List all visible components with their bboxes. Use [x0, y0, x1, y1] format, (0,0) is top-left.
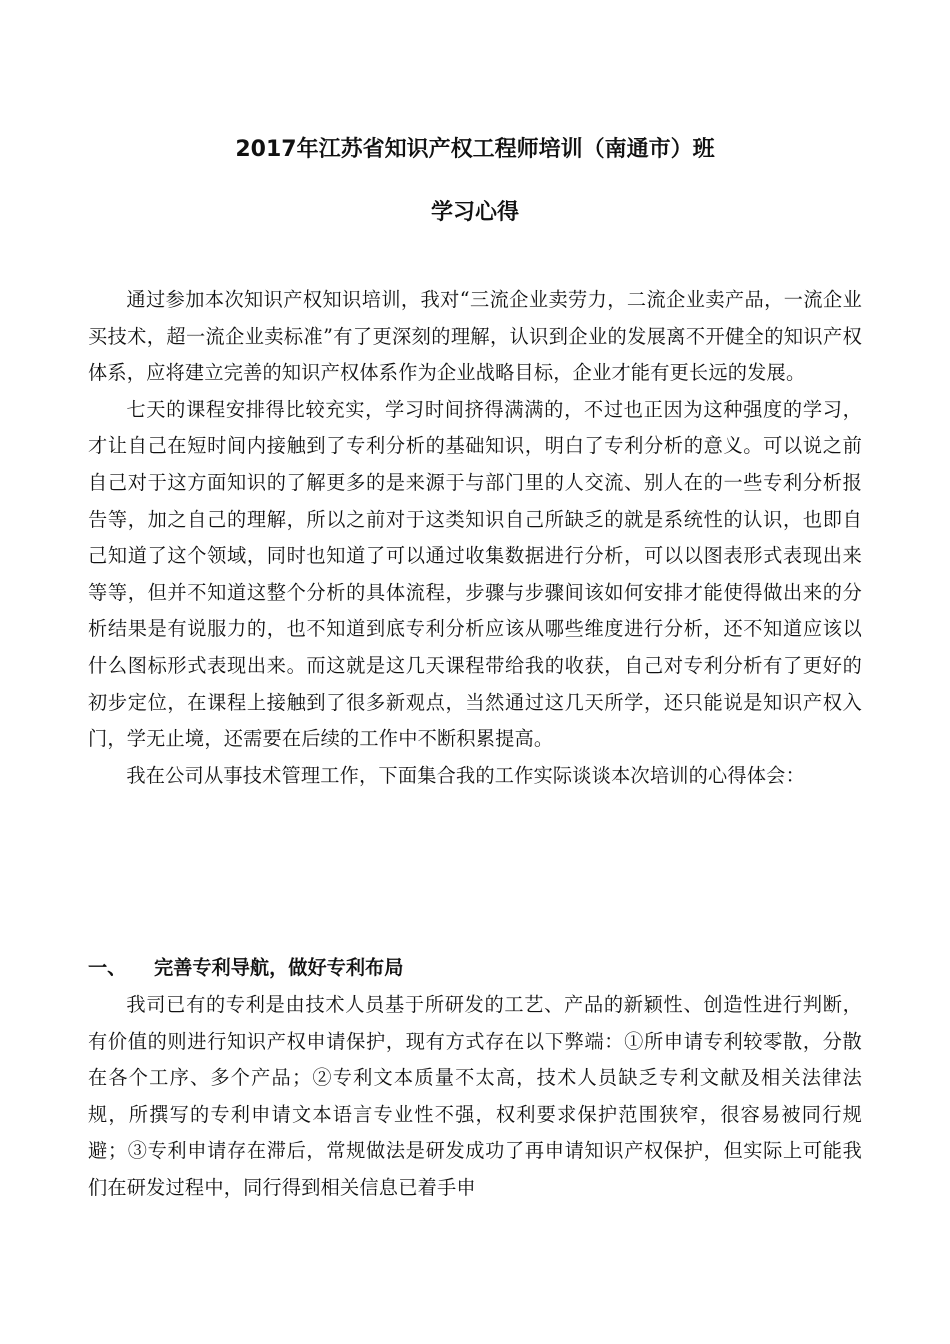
paragraph-1: 通过参加本次知识产权知识培训，我对“三流企业卖劳力，二流企业卖产品，一流企业买技术，超一流企业卖标准”有了更深刻的理解，认识到企业的发展离不开健全的知识产权体系，应将建立完善的知识产权体系作为企业战略目标，企业才能有更长远的发展。 [88, 288, 862, 385]
section-paragraph: 我司已有的专利是由技术人员基于所研发的工艺、产品的新颖性、创造性进行判断，有价值的则进行知识产权申请保护，现有方式存在以下弊端：①所申请专利较零散，分散在各个工序、多个产品；②专利文本质量不太高，技术人员缺乏专利文献及相关法律法规，所撰写的专利申请文本语言专业性不强，权利要求保护范围狭窄，很容易被同行规避；③专利申请存在滞后，常规做法是研发成功了再申请知识产权保护，但实际上可能我们在研发过程中，同行得到相关信息已着手申 [88, 993, 862, 1199]
section-heading-text: 完善专利导航，做好专利布局 [154, 956, 404, 979]
section-heading [88, 950, 862, 986]
section-number: 一、 [88, 956, 127, 979]
paragraph-2: 七天的课程安排得比较充实，学习时间挤得满满的，不过也正因为这种强度的学习，才让自己在短时间内接触到了专利分析的基础知识，明白了专利分析的意义。可以说之前自己对于这方面知识的了解更多的是来源于与部门里的人交流、别人在的一些专利分析报告等，加之自己的理解，所以之前对于这类知识自己所缺乏的就是系统性的认识，也即自己知道了这个领域，同时也知道了可以通过收集数据进行分析，可以以图表形式表现出来等等，但并不知道这整个分析的具体流程，步骤与步骤间该如何安排才能使得做出来的分析结果是有说服力的，也不知道到底专利分析应该从哪些维度进行分析，还不知道应该以什么图标形式表现出来。而这就是这几天课程带给我的收获，自己对专利分析有了更好的初步定位，在课程上接触到了很多新观点，当然通过这几天所学，还只能说是知识产权入门，学无止境，还需要在后续的工作中不断积累提高。 [88, 397, 862, 751]
intro-body [88, 282, 862, 794]
paragraph-3: 我在公司从事技术管理工作，下面集合我的工作实际谈谈本次培训的心得体会： [126, 763, 805, 787]
document-title: 2017年江苏省知识产权工程师培训（南通市）班 [235, 137, 715, 162]
section-body [88, 987, 862, 1207]
document-subtitle: 学习心得 [430, 200, 519, 225]
